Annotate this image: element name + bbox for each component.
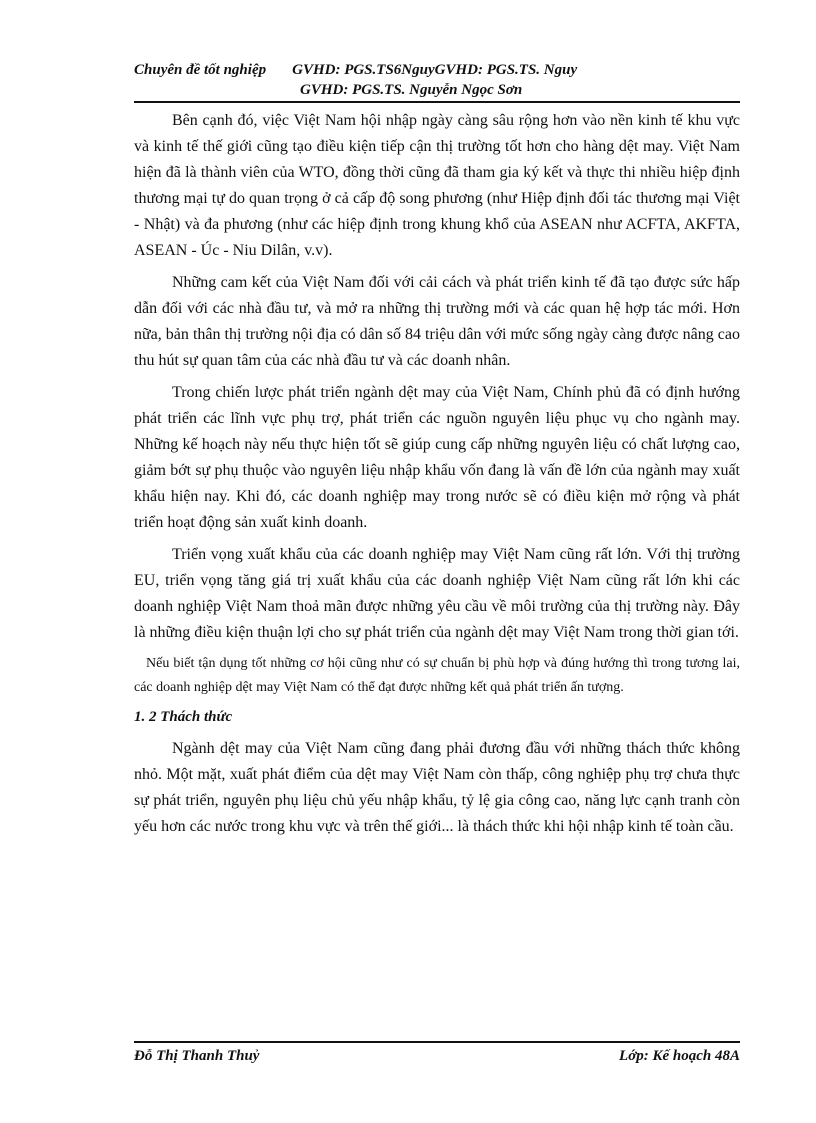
header-line-1 [134,60,740,80]
paragraph-opportunity-summary: Nếu biết tận dụng tốt những cơ hội cũng như có sự chuẩn bị phù hợp và đúng hướng thì trong tương lai, các doanh nghiệp dệt may Việt Nam có thể đạt được những kết quả phát triển ấn tượng. [134,656,740,695]
supervisor-overlap-text: GVHD: PGS.TS6NguyGVHD: PGS.TS. Nguy [292,62,578,78]
supervisor-name: GVHD: PGS.TS. Nguyễn Ngọc Sơn [300,82,523,98]
footer-rule [134,1041,740,1043]
paragraph-integration: Bên cạnh đó, việc Việt Nam hội nhập ngày càng sâu rộng hơn vào nền kinh tế khu vực và kinh tế thế giới cũng tạo điều kiện tiếp cận thị trường tốt hơn cho hàng dệt may. Việt Nam hiện đã là thành viên của WTO, đồng thời cũng đã tham gia ký kết và thực thi nhiều hiệp định thương mại tự do quan trọng ở cả cấp độ song phương (như Hiệp định đối tác thương mại Việt - Nhật) và đa phương (như các hiệp định trong khung khổ của ASEAN như ACFTA, AKFTA, ASEAN - Úc - Niu Dilân, v.v). [134,112,740,259]
paragraph-commitments: Những cam kết của Việt Nam đối với cải cách và phát triển kinh tế đã tạo được sức hấp dẫn đối với các nhà đầu tư, và mở ra những thị trường mới và các quan hệ hợp tác mới. Hơn nữa, bản thân thị trường nội địa có dân số 84 triệu dân với mức sống ngày càng được nâng cao thu hút sự quan tâm của các nhà đầu tư và các doanh nhân. [134,274,740,369]
page-footer [134,1046,740,1066]
paragraph-challenges: Ngành dệt may của Việt Nam cũng đang phải đương đầu với những thách thức không nhỏ. Một mặt, xuất phát điểm của dệt may Việt Nam còn thấp, công nghiệp phụ trợ chưa thực sự phát triển, nguyên phụ liệu chủ yếu nhập khẩu, tỷ lệ gia công cao, năng lực cạnh tranh còn yếu hơn các nước trong khu vực và trên thế giới... là thách thức khi hội nhập kinh tế toàn cầu. [134,740,740,835]
page-header [134,60,740,100]
paragraph-strategy: Trong chiến lược phát triển ngành dệt may của Việt Nam, Chính phủ đã có định hướng phát triển các lĩnh vực phụ trợ, phát triển các nguồn nguyên liệu phục vụ cho ngành may. Những kế hoạch này nếu thực hiện tốt sẽ giúp cung cấp những nguyên liệu có chất lượng cao, giảm bớt sự phụ thuộc vào nguyên liệu nhập khẩu vốn đang là vấn đề lớn của ngành may xuất khẩu hiện nay. Khi đó, các doanh nghiệp may trong nước sẽ có điều kiện mở rộng và phát triển hoạt động sản xuất kinh doanh. [134,384,740,531]
author-name: Đỗ Thị Thanh Thuỷ [134,1048,260,1064]
body-content [134,108,740,846]
document-title: Chuyên đề tốt nghiệp [134,62,267,78]
class-label: Lớp: Kế hoạch 48A [619,1048,740,1064]
header-rule [134,101,740,103]
paragraph-export-outlook: Triển vọng xuất khẩu của các doanh nghiệp may Việt Nam cũng rất lớn. Với thị trường EU, triển vọng tăng giá trị xuất khẩu của các doanh nghiệp Việt Nam cũng rất lớn khi các doanh nghiệp Việt Nam thoả mãn được những yêu cầu về môi trường của thị trường này. Đây là những điều kiện thuận lợi cho sự phát triển của ngành dệt may Việt Nam trong thời gian tới. [134,546,740,641]
section-heading-challenges: 1. 2 Thách thức [134,709,233,725]
